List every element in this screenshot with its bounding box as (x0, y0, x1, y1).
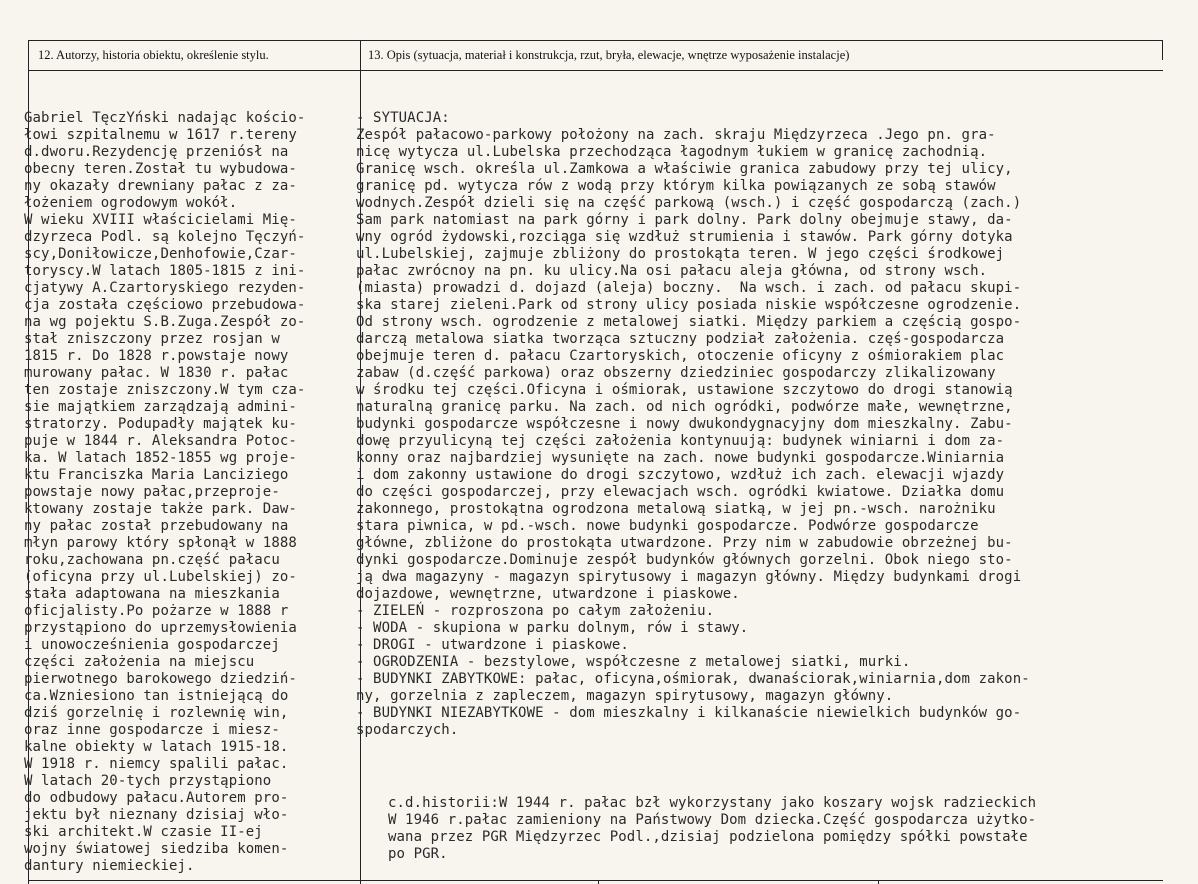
history-line: przystąpiono do uprzemysłowienia (24, 620, 297, 636)
history-line: W 1918 r. niemcy spalili pałac. (24, 756, 289, 772)
history-line: oraz inne gospodarcze i miesz- (24, 722, 280, 738)
description-line: - SYTUACJA: (356, 110, 450, 126)
description-line: (miasta) prowadzi d. dojazd (aleja) boczny. Na wsch. i zach. od pałacu skupi- (356, 280, 1022, 296)
history-line: ten zostaje zniszczony.W tym cza- (24, 382, 306, 398)
description-line: - WODA - skupiona w parku dolnym, rów i stawy. (356, 620, 749, 636)
section-13-header: 13. Opis (sytuacja, materiał i konstrukcja, rzut, bryła, elewacje, wnętrze wyposażenie instalacje) (368, 48, 850, 62)
header-rule (28, 70, 1163, 71)
history-line: toryscy.W latach 1805-1815 z ini- (24, 263, 306, 279)
description-line: pałac zwrócnoy na pn. ku ulicy.Na osi pałacu aleja główna, od strony wsch. (356, 263, 988, 279)
history-line: i unowocześnienia gospodarczej (24, 637, 280, 653)
description-text (356, 110, 1030, 739)
footer-tick-1 (598, 880, 599, 884)
history-line: do odbudowy pałacu.Autorem pro- (24, 790, 289, 806)
history-line: na wg pojektu S.B.Zuga.Zespół zo- (24, 314, 306, 330)
description-line: główne, zbliżone do prostokąta utwardzone. Przy nim w zabudowie obrzeżnej bu- (356, 535, 1013, 551)
history-line: dzyrzeca Podl. są kolejno Tęczyń- (24, 229, 306, 245)
history-line: dantury niemieckiej. (24, 858, 195, 874)
continuation-line: wana przez PGR Międzyrzec Podl.,dzisiaj podzielona pomiędzy spółki powstałe (388, 829, 1028, 845)
description-line: obejmuje teren d. pałacu Czartoryskich, otoczenie oficyny z ośmiorakiem plac (356, 348, 1005, 364)
continuation-line: W 1946 r.pałac zamieniony na Państwowy Dom dziecka.Część gospodarcza użytko- (388, 812, 1037, 828)
description-line: wodnych.Zespół dzieli się na część parkową (wsch.) i część gospodarczą (zach.) (356, 195, 1022, 211)
description-line: i dom zakonny ustawione do drogi szczytowo, wzdłuż ich zach. elewacji wjazdy (356, 467, 1005, 483)
history-line: stała adaptowana na mieszkania (24, 586, 280, 602)
history-line: jektu był nieznany dzisiaj wło- (24, 807, 289, 823)
description-line: ją dwa magazyny - magazyn spirytusowy i magazyn główny. Między budynkami drogi (356, 569, 1022, 585)
description-line: Od strony wsch. ogrodzenie z metalowej siatki. Między parkiem a częścią gospo- (356, 314, 1022, 330)
description-line: dowę przyulicyną tej części założenia kontynuują: budynek winiarni i dom za- (356, 433, 1005, 449)
history-line: Gabriel TęczYński nadając kościo- (24, 110, 306, 126)
history-line: ny okazały drewniany pałac z za- (24, 178, 297, 194)
description-line: - OGRODZENIA - bezstylowe, współczesne z metalowej siatki, murki. (356, 654, 911, 670)
history-line: cjatywy A.Czartoryskiego rezyden- (24, 280, 306, 296)
description-line: darczą metalowa siatka tworząca sztuczny podział założenia. częś-gospodarcza (356, 331, 1005, 347)
section-12-header: 12. Autorzy, historia obiektu, określenie stylu. (38, 48, 269, 62)
history-line: obecny teren.Został tu wybudowa- (24, 161, 297, 177)
description-line: spodarczych. (356, 722, 459, 738)
history-continuation-text (388, 795, 1036, 863)
history-line: ktowany zostaje także park. Daw- (24, 501, 297, 517)
description-line: zabaw (d.część parkowa) oraz obszerny dziedziniec gospodarczy zlikalizowany (356, 365, 996, 381)
history-line: ktu Franciszka Maria Lanciziego (24, 467, 289, 483)
history-line: sie majątkiem zarządzają admini- (24, 399, 297, 415)
history-line: młyn parowy który spłonął w 1888 (24, 535, 297, 551)
history-line: ski architekt.W czasie II-ej (24, 824, 263, 840)
history-line: scy,Doniłowicze,Denhofowie,Czar- (24, 246, 297, 262)
history-text (24, 110, 305, 875)
history-line: ny pałac został przebudowany na (24, 518, 289, 534)
continuation-line: po PGR. (388, 846, 448, 862)
history-line: pierwotnego barokowego dziedziń- (24, 671, 297, 687)
description-line: - DROGI - utwardzone i piaskowe. (356, 637, 629, 653)
history-line: łowi szpitalnemu w 1617 r.tereny (24, 127, 297, 143)
history-line: stał zniszczony przez rosjan w (24, 331, 280, 347)
description-line: naturalną granicę parku. Na zach. od nich ogródki, podwórze małe, wewnętrzne, (356, 399, 1013, 415)
description-line: zakonnego, prostokątna ogrodzona metalową siatką, w jej pn.-wsch. narożniku (356, 501, 996, 517)
bottom-rule (28, 880, 1163, 881)
description-line: wny ogród żydowski,rozciąga się wzdłuż strumienia i stawów. Park górny dotyka (356, 229, 1013, 245)
description-line: dynki gospodarcze.Dominuje zespół budynków głównych gorzelni. Obok niego sto- (356, 552, 1013, 568)
history-line: części założenia na miejscu (24, 654, 255, 670)
history-line: ca.Wzniesiono tan istniejącą do (24, 688, 289, 704)
description-line: Zespół pałacowo-parkowy położony na zach. skraju Międzyrzeca .Jego pn. gra- (356, 127, 996, 143)
continuation-line: c.d.historii:W 1944 r. pałac bzł wykorzystany jako koszary wojsk radzieckich (388, 795, 1037, 811)
description-line: budynki gospodarcze współczesne i nowy dwukondygnacyjny dom mieszkalny. Zabu- (356, 416, 1013, 432)
history-line: (oficyna przy ul.Lubelskiej) zo- (24, 569, 297, 585)
history-line: W latach 20-tych przystąpiono (24, 773, 272, 789)
history-line: oficjalisty.Po pożarze w 1888 r (24, 603, 289, 619)
description-line: Granicę wsch. określa ul.Zamkowa a właściwie granica zabudowy przy tej ulicy, (356, 161, 1013, 177)
right-divider (1162, 40, 1163, 60)
history-line: stratorzy. Podupadły majątek ku- (24, 416, 297, 432)
description-line: - ZIELEŃ - rozproszona po całym założeniu. (356, 603, 715, 619)
description-line: - BUDYNKI NIEZABYTKOWE - dom mieszkalny i kilkanaście niewielkich budynków go- (356, 705, 1022, 721)
history-line: wojny światowej siedziba komen- (24, 841, 289, 857)
description-line: nicę wytycza ul.Lubelska przechodząca łagodnym łukiem w granicę zachodnią. (356, 144, 988, 160)
description-line: Sam park natomiast na park górny i park dolny. Park dolny obejmuje stawy, da- (356, 212, 1013, 228)
history-line: 1815 r. Do 1828 r.powstaje nowy (24, 348, 289, 364)
history-line: ka. W latach 1852-1855 wg proje- (24, 450, 297, 466)
description-line: ul.Lubelskiej, zajmuje zbliżony do prostokąta teren. W jego części środkowej (356, 246, 1005, 262)
top-rule (28, 40, 1163, 41)
history-line: puje w 1844 r. Aleksandra Potoc- (24, 433, 297, 449)
description-line: granicę pd. wytycza rów z wodą przy którym kilka powiązanych ze sobą stawów (356, 178, 996, 194)
description-line: - BUDYNKI ZABYTKOWE: pałac, oficyna,ośmiorak, dwanaściorak,winiarnia,dom zakon- (356, 671, 1030, 687)
description-line: ny, gorzelnia z zapleczem, magazyn spirytusowy, magazyn główny. (356, 688, 894, 704)
history-line: powstaje nowy pałac,przeproje- (24, 484, 280, 500)
history-line: roku,zachowana pn.część pałacu (24, 552, 280, 568)
description-line: do części gospodarczej, przy elewacjach wsch. ogródki kwiatowe. Działka domu (356, 484, 1005, 500)
footer-tick-2 (878, 880, 879, 884)
history-line: murowany pałac. W 1830 r. pałac (24, 365, 289, 381)
description-line: dojazdowe, wewnętrzne, utwardzone i piaskowe. (356, 586, 740, 602)
history-line: łożeniem ogrodowym wokół. (24, 195, 238, 211)
description-line: konny oraz najbardziej wysunięte na zach. nowe budynki gospodarcze.Winiarnia (356, 450, 1005, 466)
history-line: W wieku XVIII właścicielami Mię- (24, 212, 297, 228)
history-line: dziś gorzelnię i rozlewnię win, (24, 705, 289, 721)
description-line: w środku tej części.Oficyna i ośmiorak, ustawione szczytowo do drogi stanowią (356, 382, 1013, 398)
history-line: d.dworu.Rezydencję przeniósł na (24, 144, 289, 160)
description-line: ska starej zieleni.Park od strony ulicy posiada niskie współczesne ogrodzenie. (356, 297, 1022, 313)
description-line: stara piwnica, w pd.-wsch. nowe budynki gospodarcze. Podwórze gospodarcze (356, 518, 979, 534)
history-line: cja została częściowo przebudowa- (24, 297, 306, 313)
history-line: kalne obiekty w latach 1915-18. (24, 739, 289, 755)
